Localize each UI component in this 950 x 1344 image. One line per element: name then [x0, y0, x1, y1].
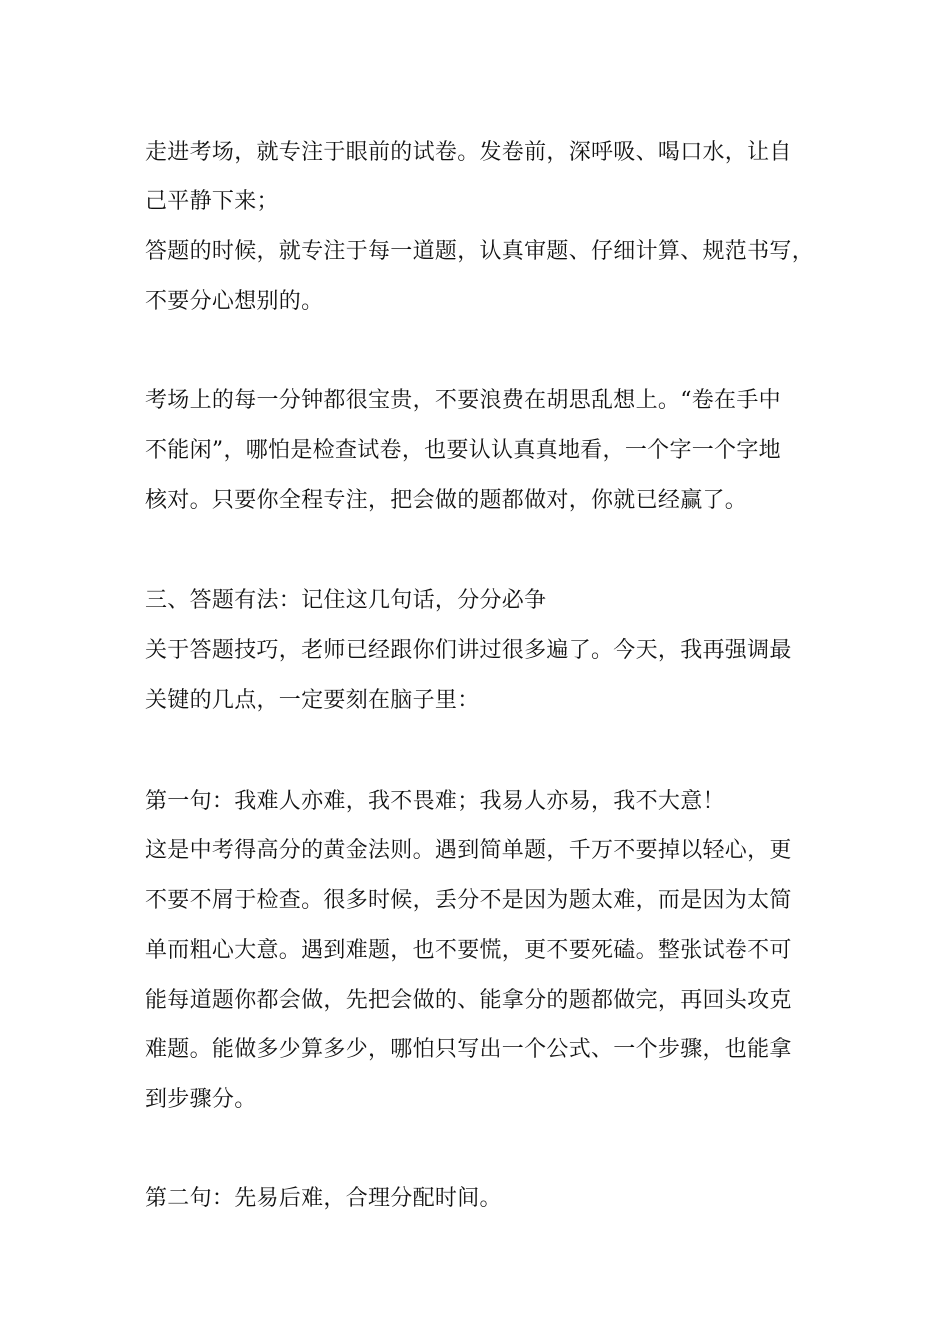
text-line: 不要分心想别的。	[145, 289, 324, 314]
text-line: 不要不屑于检查。很多时候，丢分不是因为题太难，而是因为太简	[145, 888, 792, 913]
text-line: 关于答题技巧，老师已经跟你们讲过很多遍了。今天，我再强调最	[145, 638, 792, 663]
text-line: 考场上的每一分钟都很宝贵，不要浪费在胡思乱想上。“卷在手中	[145, 388, 781, 413]
text-line: 关键的几点，一定要刻在脑子里：	[145, 688, 480, 713]
section-heading: 三、答题有法：记住这几句话，分分必争	[145, 588, 547, 613]
text-line: 走进考场，就专注于眼前的试卷。发卷前，深呼吸、喝口水，让自	[145, 140, 792, 165]
text-line: 难题。能做多少算多少，哪怕只写出一个公式、一个步骤，也能拿	[145, 1037, 792, 1062]
text-line: 答题的时候，就专注于每一道题，认真审题、仔细计算、规范书写，	[145, 239, 815, 264]
rule-heading: 第二句：先易后难，合理分配时间。	[145, 1186, 502, 1211]
text-line: 到步骤分。	[145, 1087, 257, 1112]
text-line: 不能闲”，哪怕是检查试卷，也要认认真真地看，一个字一个字地	[145, 438, 781, 463]
text-line: 核对。只要你全程专注，把会做的题都做对，你就已经赢了。	[145, 488, 748, 513]
text-line: 单而粗心大意。遇到难题，也不要慌，更不要死磕。整张试卷不可	[145, 938, 792, 963]
text-line: 这是中考得高分的黄金法则。遇到简单题，千万不要掉以轻心，更	[145, 838, 792, 863]
text-line: 能每道题你都会做，先把会做的、能拿分的题都做完，再回头攻克	[145, 988, 792, 1013]
rule-heading: 第一句：我难人亦难，我不畏难；我易人亦易，我不大意！	[145, 789, 725, 814]
text-line: 己平静下来；	[145, 189, 279, 214]
